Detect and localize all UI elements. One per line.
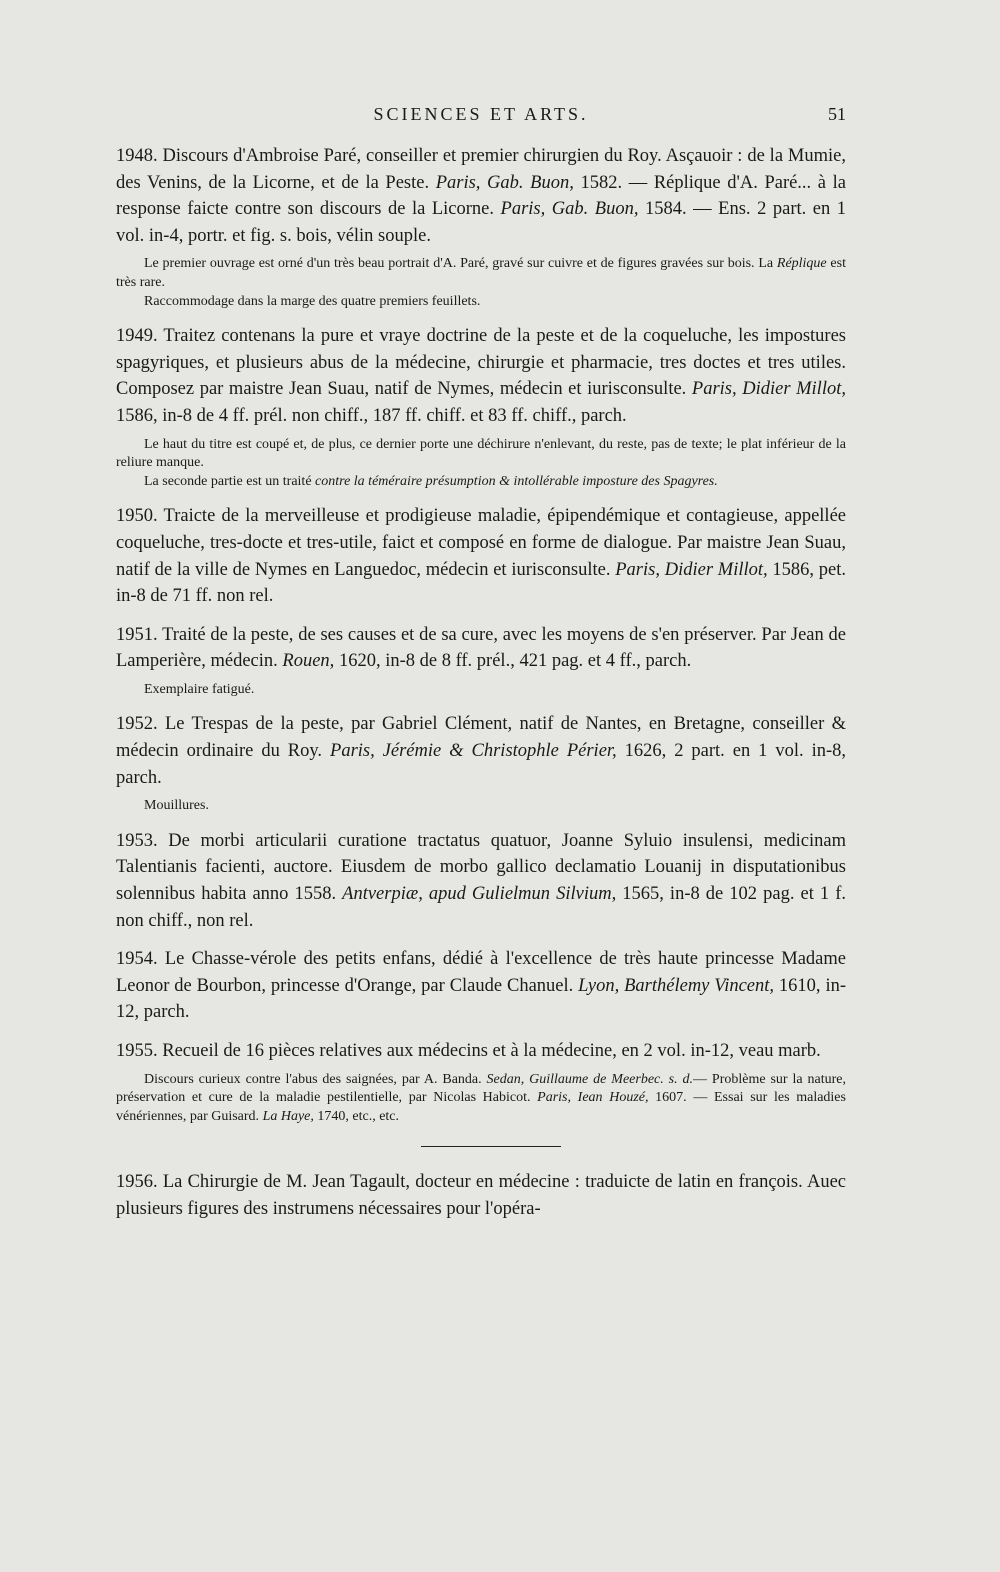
catalogue-content xyxy=(116,143,846,1223)
entry-text: 1948. Discours d'Ambroise Paré, conseiller et premier chirurgien du Roy. Asçauoir : de la Mumie, des Venins, de la Licorne, et de la Peste. Paris, Gab. Buon, 1582. — Réplique d'A. Paré... à la response faicte contre son discours de la Licorne. Paris, Gab. Buon, 1584. — Ens. 2 part. en 1 vol. in-4, portr. et fig. s. bois, vélin souple. xyxy=(116,146,846,246)
entry-1949 xyxy=(116,323,846,491)
entry-note: Mouillures. xyxy=(144,798,209,814)
entry-1951 xyxy=(116,622,846,700)
running-title: SCIENCES ET ARTS. xyxy=(373,104,589,124)
page-number: 51 xyxy=(828,104,846,124)
entry-note: La seconde partie est un traité contre la téméraire présumption & intollérable imposture des Spagyres. xyxy=(144,473,718,489)
entry-note: Exemplaire fatigué. xyxy=(144,681,255,697)
entry-text: 1952. Le Trespas de la peste, par Gabriel Clément, natif de Nantes, en Bretagne, conseiller & médecin ordinaire du Roy. Paris, Jérémie & Christophle Périer, 1626, 2 part. en 1 vol. in-8, parch. xyxy=(116,714,847,788)
entry-1955 xyxy=(116,1038,846,1126)
entry-text: 1951. Traité de la peste, de ses causes et de sa cure, avec les moyens de s'en préserver. Par Jean de Lamperière, médecin. Rouen, 1620, in-8 de 8 ff. prél., 421 pag. et 4 ff., parch. xyxy=(116,624,846,672)
entry-1954 xyxy=(116,946,846,1026)
entry-number: 1952. xyxy=(116,714,158,735)
entry-text: 1953. De morbi articularii curatione tractatus quatuor, Joanne Syluio insulensi, medicinam Talentianis facienti, auctore. Eiusdem de morbo gallico declamatio Louanij in disputationibus solennibus habita anno 1558. Antverpiæ, apud Gulielmun Silvium, 1565, in-8 de 102 pag. et 1 f. non chiff., non rel. xyxy=(116,830,846,931)
entry-note: Raccommodage dans la marge des quatre premiers feuillets. xyxy=(144,293,481,309)
entry-number: 1954. xyxy=(116,949,158,970)
entry-text: 1950. Traicte de la merveilleuse et prodigieuse maladie, épipendémique et contagieuse, appellée coqueluche, tres-docte et tres-utile, faict et composé en forme de dialogue. Par maistre Jean Suau, natif de la ville de Nymes en Languedoc, médecin et iurisconsulte. Paris, Didier Millot, 1586, pet. in-8 de 71 ff. non rel. xyxy=(116,506,846,607)
entry-number: 1956. xyxy=(116,1172,158,1193)
entry-note: Le premier ouvrage est orné d'un très beau portrait d'A. Paré, gravé sur cuivre et de figures gravées sur bois. La Réplique est très rare. xyxy=(116,256,846,290)
entry-note: Le haut du titre est coupé et, de plus, ce dernier porte une déchirure n'enlevant, du reste, pas de texte; le plat inférieur de la reliure manque. xyxy=(116,436,846,471)
section-rule xyxy=(421,1146,561,1147)
entry-1956 xyxy=(116,1169,846,1222)
entry-text: 1956. La Chirurgie de M. Jean Tagault, docteur en médecine : traduicte de latin en françois. Auec plusieurs figures des instrumens nécessaires pour l'opéra- xyxy=(116,1172,846,1219)
entry-number: 1949. xyxy=(116,326,158,347)
entry-1948 xyxy=(116,143,846,311)
entry-number: 1948. xyxy=(116,146,158,166)
running-head xyxy=(116,104,846,128)
entry-1953 xyxy=(116,828,846,934)
entry-1952 xyxy=(116,711,846,815)
entry-number: 1950. xyxy=(116,506,158,527)
entry-text: 1949. Traitez contenans la pure et vraye doctrine de la peste et de la coqueluche, les impostures spagyriques, et plusieurs abus de la médecine, chirurgie et pharmacie, tres doctes et tres utiles. Composez par maistre Jean Suau, natif de Nymes, médecin et iurisconsulte. Paris, Didier Millot, 1586, in-8 de 4 ff. prél. non chiff., 187 ff. chiff. et 83 ff. chiff., parch. xyxy=(116,326,846,426)
entry-number: 1955. xyxy=(116,1041,158,1061)
entry-text: 1955. Recueil de 16 pièces relatives aux médecins et à la médecine, en 2 vol. in-12, veau marb. xyxy=(116,1041,821,1061)
entry-text: 1954. Le Chasse-vérole des petits enfans, dédié à l'excellence de très haute princesse Madame Leonor de Bourbon, princesse d'Orange, par Claude Chanuel. Lyon, Barthélemy Vincent, 1610, in-12, parch. xyxy=(116,949,846,1023)
entry-1950 xyxy=(116,503,846,609)
entry-note: Discours curieux contre l'abus des saignées, par A. Banda. Sedan, Guillaume de Meerbec. s. d.— Problème sur la nature, préservation et cure de la maladie pestilentielle, par Nicolas Habicot. Paris, Iean Houzé, 1607. — Essai sur les maladies vénériennes, par Guisard. La Haye, 1740, etc., etc. xyxy=(116,1071,846,1124)
entry-number: 1951. xyxy=(116,624,158,645)
entry-number: 1953. xyxy=(116,830,158,851)
